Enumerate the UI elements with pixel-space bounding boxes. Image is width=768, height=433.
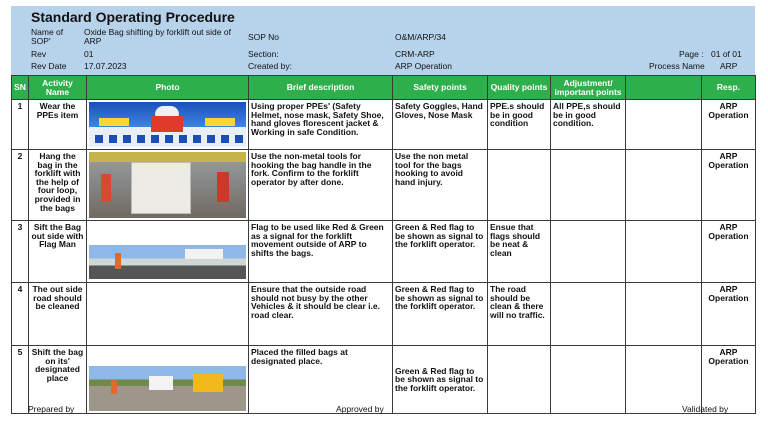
row-blank <box>626 283 702 346</box>
table-row <box>12 283 756 346</box>
row-description: Flag to be used like Red & Green as a signal for the forklift movement outside of ARP to shifts the bags. <box>249 221 393 283</box>
column-header-photo: Photo <box>87 76 249 100</box>
flag-man-figure <box>115 253 121 269</box>
row-resp: ARP Operation <box>702 346 756 414</box>
row-safety: Green & Red flag to be shown as signal to the forklift operator. <box>393 346 488 414</box>
row-quality: The road should be clean & there will no traffic. <box>488 283 551 346</box>
table-row <box>12 221 756 283</box>
sop-table <box>11 75 756 414</box>
row-activity: Shift the bag on its' designated place <box>29 346 87 414</box>
row-description: Using proper PPEs' (Safety Helmet, nose mask, Safety Shoe, hand gloves florescent jacket & Working in safe Condition. <box>249 100 393 150</box>
approved-by-label: Approved by <box>336 404 384 414</box>
flag-man-image <box>89 223 246 280</box>
rev-date-value: 17.07.2023 <box>84 61 127 71</box>
worker-figure <box>111 380 117 394</box>
column-header-description: Brief description <box>249 76 393 100</box>
worker-figure <box>151 116 183 132</box>
table-row <box>12 100 756 150</box>
row-photo <box>87 150 249 221</box>
row-activity: The out side road should be cleaned <box>29 283 87 346</box>
row-adjustment <box>551 150 626 221</box>
column-header-row <box>12 76 756 100</box>
jumbo-bag <box>131 162 191 214</box>
row-resp: ARP Operation <box>702 221 756 283</box>
row-safety: Safety Goggles, Hand Gloves, Nose Mask <box>393 100 488 150</box>
row-resp: ARP Operation <box>702 150 756 221</box>
rev-date-label: Rev Date <box>31 61 67 71</box>
rev-label: Rev <box>31 49 47 59</box>
row-description: Use the non-metal tools for hooking the bag handle in the fork. Confirm to the forklift operator by after done. <box>249 150 393 221</box>
column-header-activity: Activity Name <box>29 76 87 100</box>
column-header-safety: Safety points <box>393 76 488 100</box>
process-name-value: ARP <box>720 61 738 71</box>
column-header-resp: Resp. <box>702 76 756 100</box>
column-header-sn: SN <box>12 76 29 100</box>
section-label: Section: <box>248 49 279 59</box>
row-adjustment <box>551 346 626 414</box>
column-header-blank <box>626 76 702 100</box>
row-blank <box>626 221 702 283</box>
row-sn: 4 <box>12 283 29 346</box>
helmet-icon <box>155 106 179 116</box>
row-sn: 5 <box>12 346 29 414</box>
row-quality <box>488 346 551 414</box>
row-activity: Wear the PPEs item <box>29 100 87 150</box>
row-adjustment <box>551 221 626 283</box>
forklift-yard-image <box>89 348 246 411</box>
worker-figure <box>101 174 111 202</box>
process-name-label: Process Name <box>649 61 705 71</box>
row-activity: Hang the bag in the forklift with the help of four loop, provided in the bags <box>29 150 87 221</box>
rev-value: 01 <box>84 49 94 59</box>
row-photo <box>87 221 249 283</box>
document-title: Standard Operating Procedure <box>31 9 235 25</box>
prepared-by-label: Prepared by <box>28 404 75 414</box>
column-header-quality: Quality points <box>488 76 551 100</box>
row-resp: ARP Operation <box>702 100 756 150</box>
sop-sheet <box>11 6 755 393</box>
row-photo <box>87 346 249 414</box>
row-description: Placed the filled bags at designated place. <box>249 346 393 414</box>
row-photo <box>87 283 249 346</box>
ppe-poster-image <box>89 102 246 147</box>
forklift-icon <box>193 374 223 392</box>
document-header <box>11 6 755 75</box>
row-blank <box>626 100 702 150</box>
row-photo <box>87 100 249 150</box>
worker-figure <box>217 172 229 202</box>
row-safety: Green & Red flag to be shown as signal to the forklift operator. <box>393 283 488 346</box>
row-quality: PPE.s should be in good condition <box>488 100 551 150</box>
section-value: CRM-ARP <box>395 49 435 59</box>
row-description: Ensure that the outside road should not busy by the other Vehicles & it should be clear i.e. road clear. <box>249 283 393 346</box>
page-value: 01 of 01 <box>711 49 742 59</box>
row-adjustment <box>551 283 626 346</box>
row-adjustment: All PPE,s should be in good condition. <box>551 100 626 150</box>
created-by-label: Created by: <box>248 61 292 71</box>
column-header-adjustment: Adjustment/ important points <box>551 76 626 100</box>
row-blank <box>626 150 702 221</box>
row-quality <box>488 150 551 221</box>
sop-no-label: SOP No <box>248 32 280 42</box>
validated-by-label: Validated by <box>682 404 729 414</box>
table-row <box>12 150 756 221</box>
row-activity: Sift the Bag out side with Flag Man <box>29 221 87 283</box>
row-sn: 1 <box>12 100 29 150</box>
row-resp: ARP Operation <box>702 283 756 346</box>
sop-no-value: O&M/ARP/34 <box>395 32 447 42</box>
row-sn: 2 <box>12 150 29 221</box>
row-safety: Use the non metal tool for the bags hooking to avoid hand injury. <box>393 150 488 221</box>
row-quality: Ensue that flags should be neat & clean <box>488 221 551 283</box>
page-label: Page : <box>679 49 704 59</box>
sop-name-value: Oxide Bag shifting by forklift out side of ARP <box>84 27 231 46</box>
bag-hanging-image <box>89 152 246 218</box>
row-sn: 3 <box>12 221 29 283</box>
row-safety: Green & Red flag to be shown as signal to the forklift operator. <box>393 221 488 283</box>
jumbo-bag <box>149 376 173 390</box>
sop-name-label: Name of SOP' <box>31 27 64 46</box>
created-by-value: ARP Operation <box>395 61 453 71</box>
